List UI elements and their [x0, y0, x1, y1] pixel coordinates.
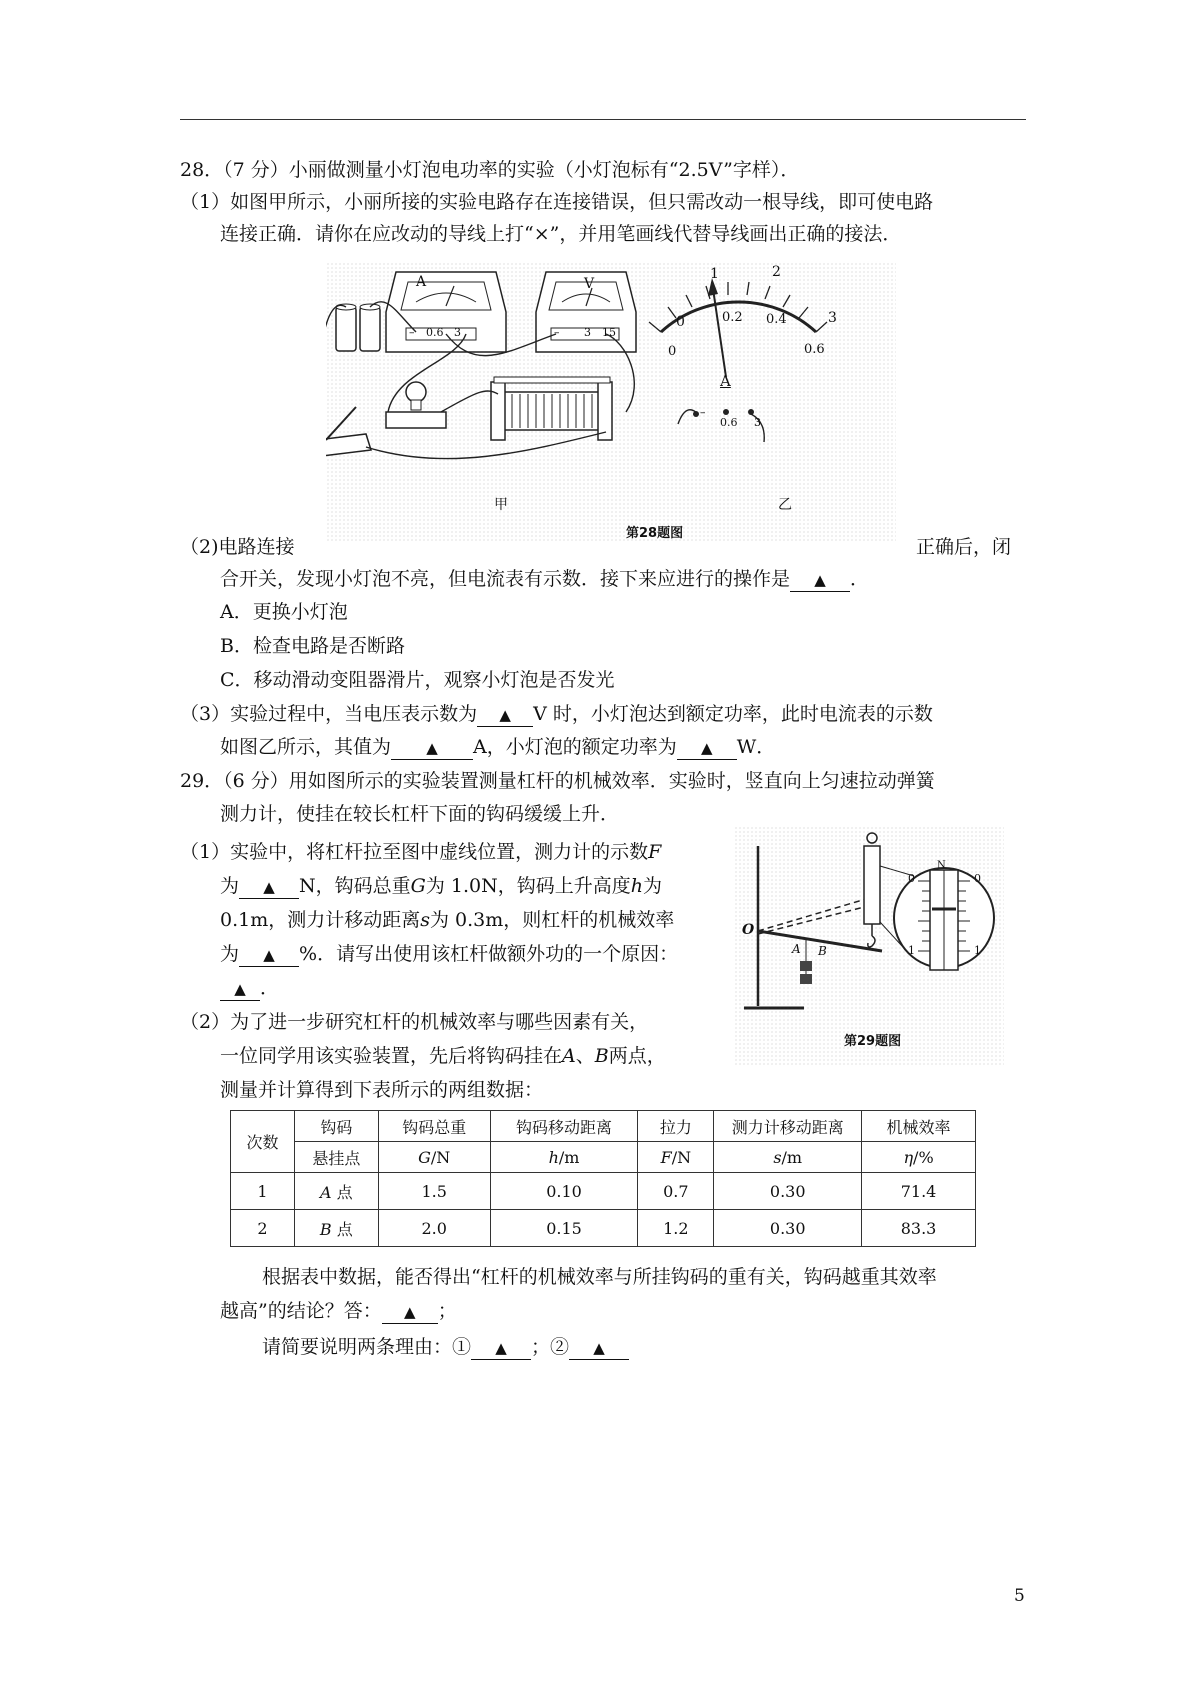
voltmeter-terminal-3: 3 — [584, 326, 591, 339]
table-header-cell: 测力计移动距离 — [714, 1111, 862, 1142]
q28-stem: 28．（7 分）小丽做测量小灯泡电功率的实验（小灯泡标有“2.5V”字样）． — [180, 159, 800, 181]
fig28-label-yi: 乙 — [778, 497, 792, 513]
table-header-cell: 次数 — [231, 1111, 295, 1173]
page-number: 5 — [1014, 1586, 1025, 1606]
ammeter-symbol: A — [416, 274, 427, 290]
q28-part3-line2: 如图乙所示，其值为 ▲ A，小灯泡的额定功率为 ▲ W． — [220, 736, 776, 758]
dial-outer-3: 3 — [828, 310, 837, 326]
answer-blank[interactable]: ▲ — [382, 1301, 438, 1324]
q29-stem-line2: 测力计，使挂在较长杠杆下面的钩码缓缓上升． — [220, 803, 620, 825]
lever-pivot-label: O — [742, 922, 755, 938]
table-header-cell: h/m — [490, 1142, 638, 1173]
table-header-cell: G/N — [378, 1142, 490, 1173]
dial-terminal-06: 0.6 — [720, 416, 738, 429]
lever-point-b-label: B — [818, 944, 827, 958]
table-header-cell: s/m — [714, 1142, 862, 1173]
q29-part2-line3: 测量并计算得到下表所示的两组数据： — [220, 1079, 544, 1101]
voltmeter-terminal-15: 15 — [602, 326, 616, 339]
table-header-cell: 钩码移动距离 — [490, 1111, 638, 1142]
q29-figure — [734, 826, 1004, 1066]
q29-part2-line2: 一位同学用该实验装置，先后将钩码挂在A、B两点， — [220, 1045, 666, 1067]
q28-part1-line2: 连接正确．请你在应改动的导线上打“×”，并用笔画线代替导线画出正确的接法． — [220, 223, 902, 245]
q29-stem-line1: 29．（6 分）用如图所示的实验装置测量杠杆的机械效率．实验时，竖直向上匀速拉动弹簧 — [180, 770, 935, 792]
answer-blank[interactable]: ▲ — [790, 569, 850, 592]
q29-part1-line4: 为 ▲ %．请写出使用该杠杆做额外功的一个原因： — [220, 943, 679, 965]
dial-unit: A — [720, 372, 731, 390]
ammeter-terminal-06: 0.6 — [426, 326, 444, 339]
scale-one-right: 1 — [974, 944, 981, 957]
fig28-caption: 第28题图 — [626, 526, 684, 541]
header-rule — [180, 119, 1026, 120]
answer-blank[interactable]: ▲ — [239, 944, 299, 967]
lever-point-a-label: A — [792, 942, 801, 956]
q29-data-table — [230, 1110, 976, 1247]
answer-blank[interactable]: ▲ — [569, 1337, 629, 1360]
table-header-cell: 钩码总重 — [378, 1111, 490, 1142]
q28-part3-line1: （3）实验过程中，当电压表示数为 ▲ V 时，小灯泡达到额定功率，此时电流表的示数 — [180, 703, 933, 725]
q29-part1-line5: ▲ ． — [220, 974, 279, 1002]
scale-zero-left: 0 — [908, 872, 915, 885]
table-header-cell: 钩码 — [294, 1111, 378, 1142]
table-header-cell: F/N — [638, 1142, 714, 1173]
table-header-cell: 机械效率 — [862, 1111, 976, 1142]
scale-zero-right: 0 — [974, 872, 981, 885]
table-row: 2 B 点 2.0 0.15 1.2 0.30 83.3 — [231, 1210, 976, 1247]
ammeter-terminal-3: 3 — [454, 326, 461, 339]
fig29-caption: 第29题图 — [844, 1034, 902, 1049]
dial-terminal-neg: – — [700, 406, 706, 419]
dial-outer-2: 2 — [772, 264, 781, 280]
table-header-cell: 拉力 — [638, 1111, 714, 1142]
q28-part2-line1-b: 正确后，闭 — [916, 536, 1012, 558]
answer-blank[interactable]: ▲ — [477, 704, 533, 727]
table-header-cell: η/% — [862, 1142, 976, 1173]
circuit-diagram — [326, 262, 896, 542]
q28-figure — [326, 262, 896, 542]
table-header-cell: 悬挂点 — [294, 1142, 378, 1173]
q28-option-a: A．更换小灯泡 — [220, 601, 348, 623]
scale-one-left: 1 — [908, 944, 915, 957]
answer-blank[interactable]: ▲ — [471, 1337, 531, 1360]
q29-part2-line1: （2）为了进一步研究杠杆的机械效率与哪些因素有关， — [180, 1011, 649, 1033]
q28-part2-line2: 合开关，发现小灯泡不亮，但电流表有示数．接下来应进行的操作是 ▲ ． — [220, 568, 870, 590]
dial-inner-02: 0.2 — [722, 310, 743, 325]
q29-reasons-line: 请简要说明两条理由：① ▲ ；② ▲ — [262, 1333, 629, 1361]
q28-option-c: C．移动滑动变阻器滑片，观察小灯泡是否发光 — [220, 669, 615, 691]
q29-conclusion-line2: 越高”的结论？答： ▲ ； — [220, 1300, 457, 1322]
scale-unit: N — [937, 860, 946, 871]
dial-outer-0: 0 — [676, 314, 685, 330]
answer-blank[interactable]: ▲ — [391, 737, 473, 760]
q28-part2-line1-a: （2)电路连接 — [180, 536, 295, 558]
ammeter-terminal-neg: – — [409, 326, 415, 339]
q29-conclusion-line1: 根据表中数据，能否得出“杠杆的机械效率与所挂钩码的重有关，钩码越重其效率 — [262, 1266, 937, 1288]
dial-inner-04: 0.4 — [766, 312, 787, 327]
q28-option-b: B．检查电路是否断路 — [220, 635, 405, 657]
q29-part1-line1: （1）实验中，将杠杆拉至图中虚线位置，测力计的示数F — [180, 841, 662, 863]
voltmeter-terminal-neg: – — [554, 326, 560, 339]
table-row: 1 A 点 1.5 0.10 0.7 0.30 71.4 — [231, 1173, 976, 1210]
answer-blank[interactable]: ▲ — [677, 737, 737, 760]
q29-part1-line3: 0.1m，测力计移动距离s为 0.3m，则杠杆的机械效率 — [220, 909, 675, 931]
voltmeter-symbol: V — [584, 276, 595, 292]
answer-blank[interactable]: ▲ — [239, 876, 299, 899]
fig28-label-jia: 甲 — [494, 497, 508, 513]
dial-inner-06: 0.6 — [804, 342, 825, 357]
q28-part1-line1: （1）如图甲所示，小丽所接的实验电路存在连接错误，但只需改动一根导线，即可使电路 — [180, 191, 934, 213]
dial-inner-0: 0 — [668, 344, 677, 359]
dial-outer-1: 1 — [710, 266, 719, 282]
answer-blank[interactable]: ▲ — [220, 978, 260, 1001]
q29-part1-line2: 为 ▲ N，钩码总重G为 1.0N，钩码上升高度h为 — [220, 875, 662, 897]
dial-terminal-3: 3 — [754, 416, 761, 429]
